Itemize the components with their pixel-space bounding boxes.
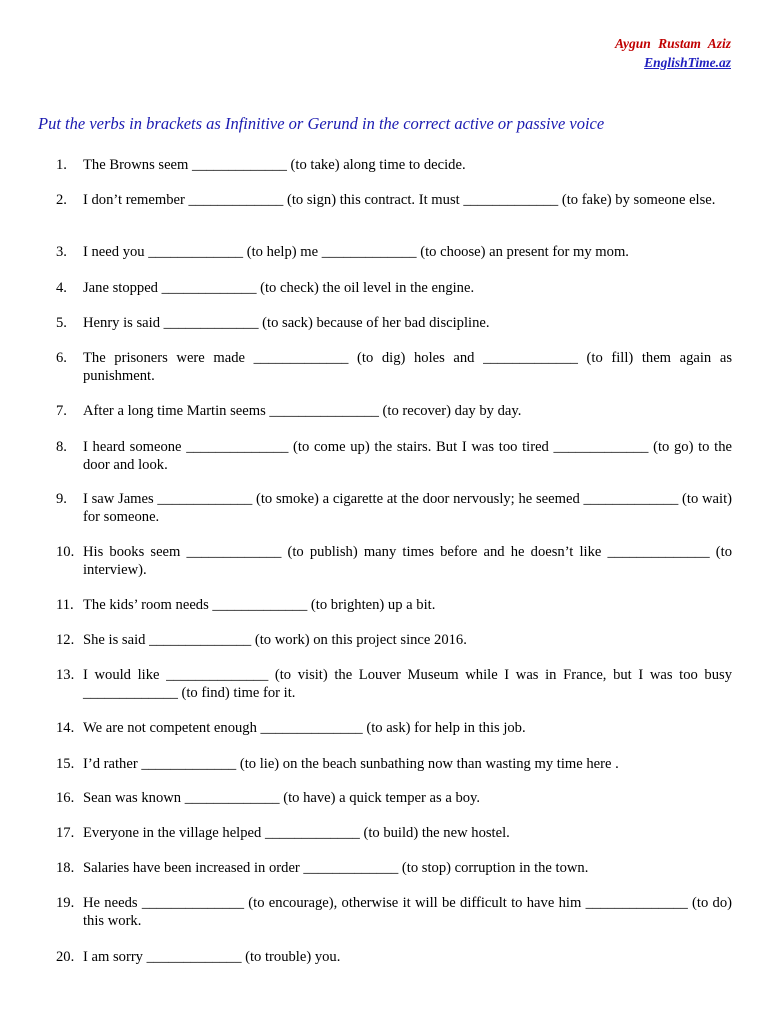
item-text: Salaries have been increased in order _____________ (to stop) corruption in the town. [83, 860, 589, 876]
item-number: 13. [56, 667, 75, 683]
item-number: 20. [56, 949, 75, 965]
item-text: I saw James _____________ (to smoke) a cigarette at the door nervously; he seemed _____________ (to wait) for someone. [83, 491, 732, 525]
item-number: 10. [56, 544, 75, 560]
item-text: The kids’ room needs _____________ (to brighten) up a bit. [83, 597, 436, 613]
item-number: 16. [56, 790, 75, 806]
item-text: Sean was known _____________ (to have) a quick temper as a boy. [83, 790, 481, 806]
item-number: 7. [56, 403, 67, 419]
item-number: 3. [56, 244, 67, 260]
list-item [56, 191, 732, 209]
item-text: Henry is said _____________ (to sack) because of her bad discipline. [83, 315, 490, 331]
item-text: I would like ______________ (to visit) the Louver Museum while I was in France, but I was too busy _____________ (to find) time for it. [83, 667, 732, 701]
item-text: I need you _____________ (to help) me _____________ (to choose) an present for my mom. [83, 244, 629, 260]
list-item [56, 402, 732, 420]
list-item [56, 719, 732, 737]
item-text: Jane stopped _____________ (to check) the oil level in the engine. [83, 280, 475, 296]
list-item [56, 279, 732, 297]
list-item [56, 596, 732, 614]
site-link[interactable]: EnglishTime.az [644, 55, 731, 70]
instruction-heading: Put the verbs in brackets as Infinitive or Gerund in the correct active or passive voice [38, 114, 605, 133]
header [615, 34, 731, 72]
list-item [56, 894, 732, 930]
item-text: Everyone in the village helped _____________ (to build) the new hostel. [83, 825, 510, 841]
list-item [56, 349, 732, 385]
list-item [56, 156, 732, 174]
item-text: I’d rather _____________ (to lie) on the beach sunbathing now than wasting my time here . [83, 756, 619, 772]
list-item [56, 948, 732, 966]
list-item [56, 789, 732, 807]
item-text: The Browns seem _____________ (to take) along time to decide. [83, 157, 466, 173]
item-text: I heard someone ______________ (to come up) the stairs. But I was too tired _____________ (to go) to the door and look. [83, 439, 732, 473]
list-item [56, 438, 732, 474]
item-number: 5. [56, 315, 67, 331]
item-number: 18. [56, 860, 75, 876]
list-item [56, 859, 732, 877]
item-number: 8. [56, 439, 67, 455]
list-item [56, 243, 732, 261]
list-item [56, 314, 732, 332]
item-number: 15. [56, 756, 75, 772]
item-number: 12. [56, 632, 75, 648]
list-item [56, 824, 732, 842]
item-text: I am sorry _____________ (to trouble) you. [83, 949, 341, 965]
item-text: I don’t remember _____________ (to sign) this contract. It must _____________ (to fake) by someone else. [83, 192, 716, 208]
item-number: 14. [56, 720, 75, 736]
item-number: 17. [56, 825, 75, 841]
list-item [56, 666, 732, 702]
item-text: We are not competent enough ______________ (to ask) for help in this job. [83, 720, 526, 736]
item-number: 2. [56, 192, 67, 208]
item-text: His books seem _____________ (to publish) many times before and he doesn’t like ______________ (to interview). [83, 544, 732, 578]
list-item [56, 543, 732, 579]
item-text: The prisoners were made _____________ (to dig) holes and _____________ (to fill) them again as punishment. [83, 350, 732, 384]
item-number: 19. [56, 895, 75, 911]
list-item [56, 755, 732, 773]
list-item [56, 490, 732, 526]
author-name: Aygun Rustam Aziz [614, 36, 731, 51]
item-text: After a long time Martin seems _______________ (to recover) day by day. [83, 403, 522, 419]
list-item [56, 631, 732, 649]
item-text: He needs ______________ (to encourage), otherwise it will be difficult to have him ______________ (to do) this work. [83, 895, 732, 929]
item-number: 1. [56, 157, 67, 173]
item-number: 4. [56, 280, 67, 296]
item-number: 6. [56, 350, 67, 366]
item-number: 9. [56, 491, 67, 507]
item-text: She is said ______________ (to work) on this project since 2016. [83, 632, 467, 648]
item-number: 11. [56, 597, 74, 613]
